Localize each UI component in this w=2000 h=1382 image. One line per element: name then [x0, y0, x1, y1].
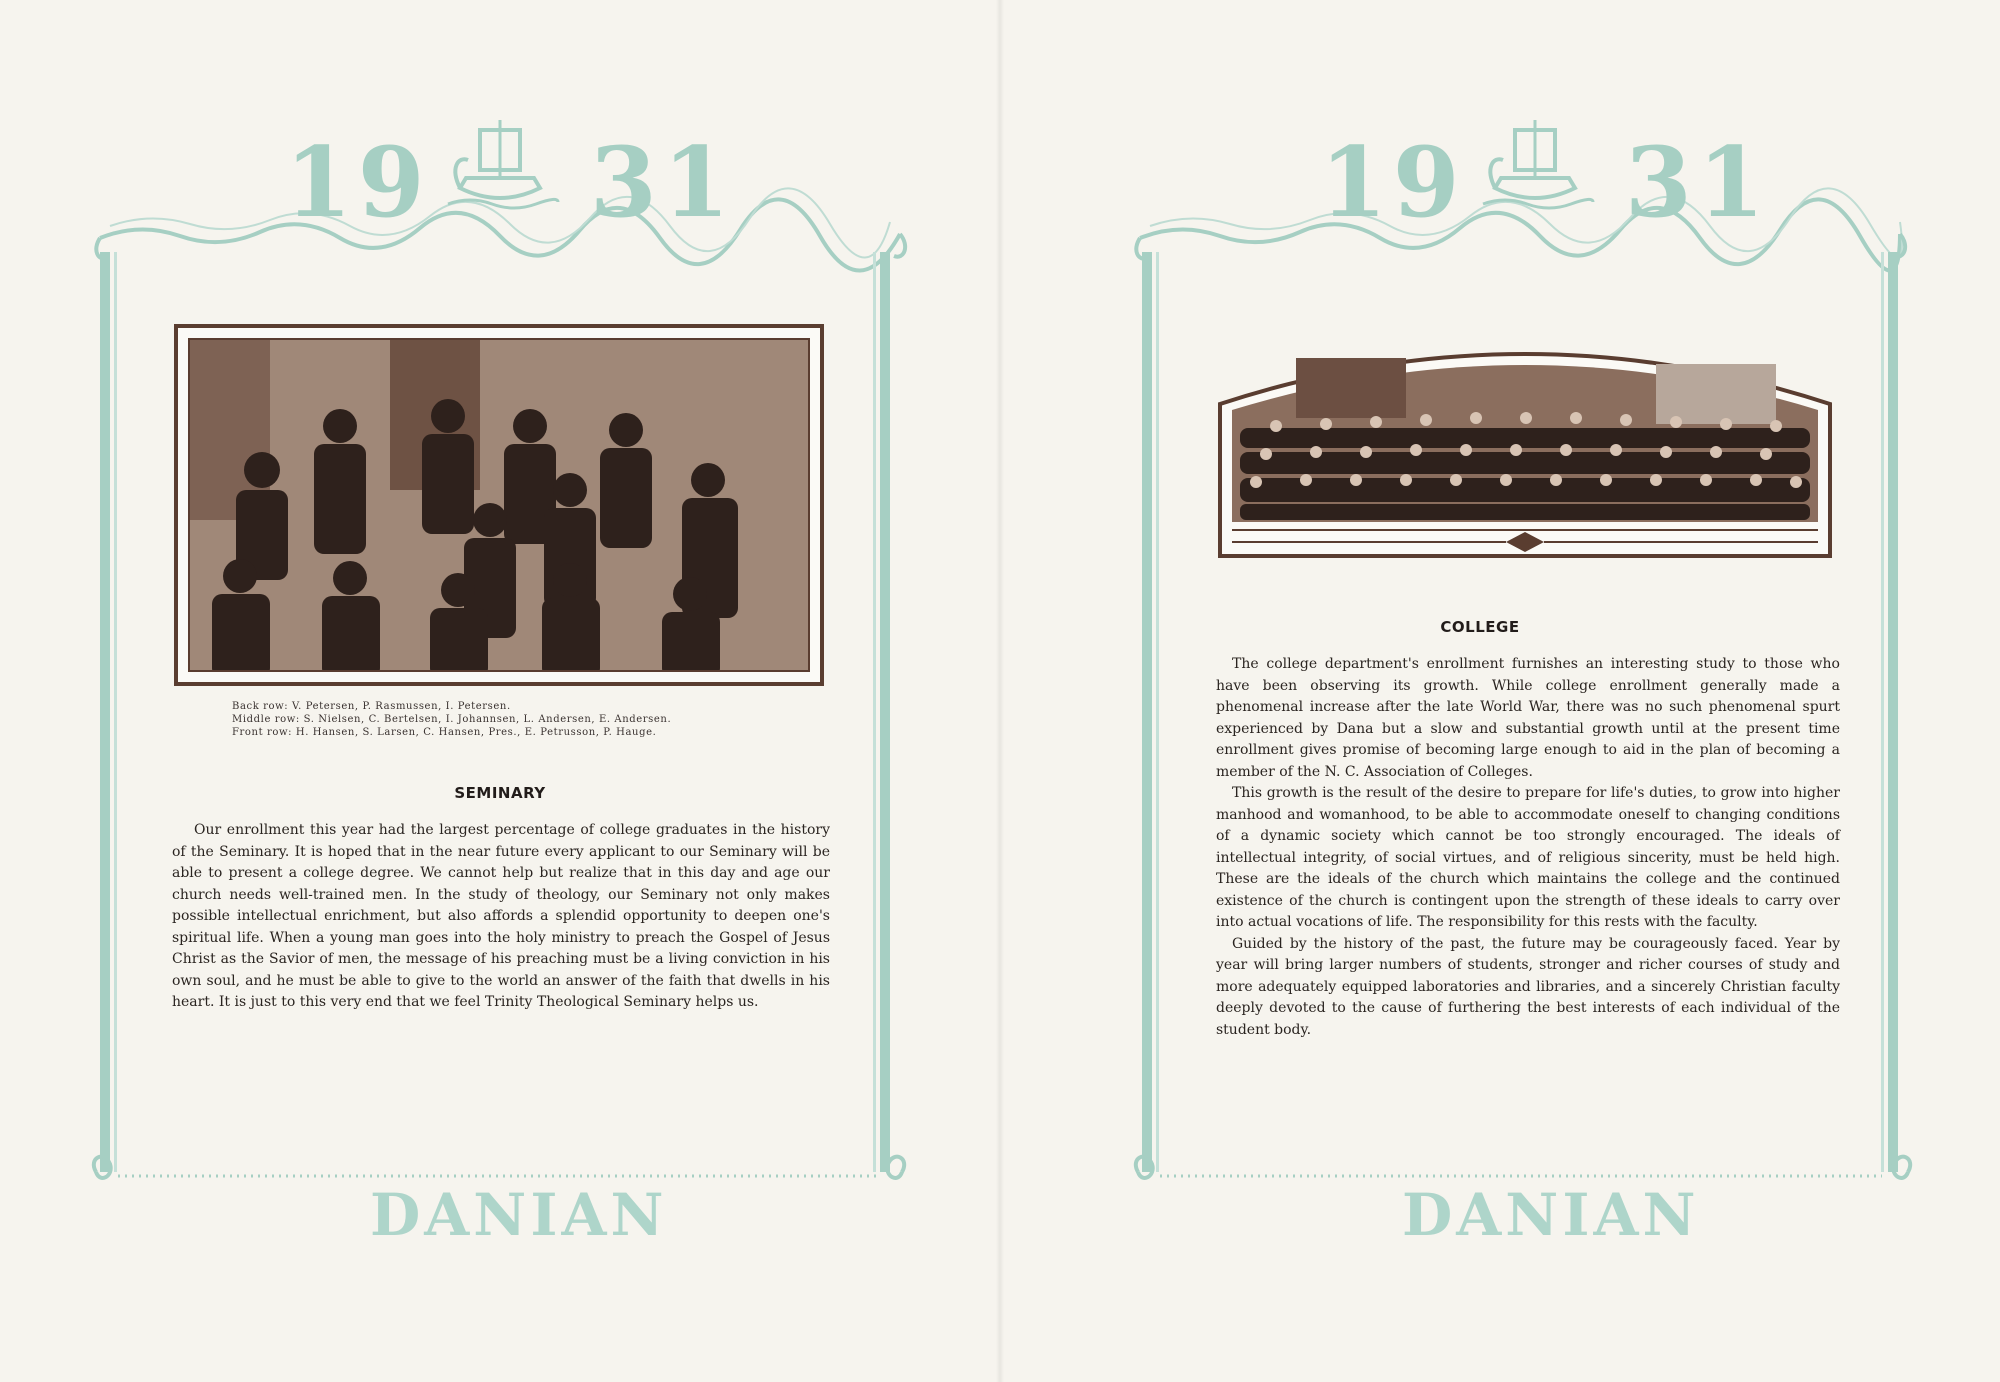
college-paragraph-1: The college department's enrollment furnishes an interesting study to those who have been observing its growth. While college enrollment generally made a phenomenal increase after the late World War, there was no such phenomenal spurt experienced by Dana but a slow and substantial growth until at the present time enrollment gives promise of becoming large enough to aid in the plan of becoming a member of the N. C. Association of Colleges. [1216, 656, 1840, 780]
seminary-paragraph: Our enrollment this year had the largest percentage of college graduates in the history of the Seminary. It is hoped that in the near future every applicant to our Seminary will be able to present a college degree. We cannot help but realize that in this day and age our church needs well-trained men. In the study of theology, our Seminary not only makes possible intellectual enrichment, but also affords a splendid opportunity to deepen one's spiritual life. When a young man goes into the holy ministry to preach the Gospel of Jesus Christ as the Savior of men, the message of his preaching must be a living conviction in his own soul, and he must be able to give to the world an answer of the faith that dwells in his heart. It is just to this very end that we feel Trinity Theological Seminary helps us. [172, 822, 830, 1010]
year-digits-19: 19 [1320, 126, 1466, 239]
college-heading: COLLEGE [1440, 618, 1520, 636]
group-silhouettes [190, 340, 810, 672]
seminary-heading: SEMINARY [454, 784, 546, 802]
right-page [1000, 0, 2000, 1382]
caption-middle-row: Middle row: S. Nielsen, C. Bertelsen, I. Johannsen, L. Andersen, E. Andersen. [232, 714, 672, 725]
year-digits-31: 31 [590, 126, 736, 239]
danian-footer-title: DANIAN [1402, 1181, 1700, 1249]
college-paragraph-2: This growth is the result of the desire to prepare for life's duties, to grow into higher manhood and womanhood, to be able to accommodate oneself to changing conditions of a dynamic society which cannot be too strongly encouraged. The ideals of intellectual integrity, of social virtues, and of religious sincerity, must be held high. These are the ideals of the church which maintains the college and the continued existence of the church is contingent upon the strength of these ideals to carry over into actual vocations of life. The responsibility for this rests with the faculty. [1216, 785, 1840, 930]
seminary-body-text [172, 820, 830, 1014]
viking-ship-icon [1475, 108, 1595, 218]
college-paragraph-3: Guided by the history of the past, the future may be courageously faced. Year by year will bring larger numbers of students, stronger and richer courses of study and more adequately equipped laboratories and libraries, and a sincerely Christian faculty deeply devoted to the cause of furthering the best interests of each individual of the student body. [1216, 935, 1840, 1038]
year-digits-31: 31 [1625, 126, 1771, 239]
year-digits-19: 19 [285, 126, 431, 239]
caption-back-row: Back row: V. Petersen, P. Rasmussen, I. Petersen. [232, 701, 511, 712]
college-group-photo [1216, 344, 1834, 560]
seminary-group-photo [174, 324, 824, 686]
danian-footer-title: DANIAN [370, 1181, 668, 1249]
photo-caption [232, 700, 772, 739]
photo-image [188, 338, 810, 672]
viking-ship-icon [440, 108, 560, 218]
college-body-text [1216, 654, 1840, 1041]
caption-front-row: Front row: H. Hansen, S. Larsen, C. Hansen, Pres., E. Petrusson, P. Hauge. [232, 727, 657, 738]
